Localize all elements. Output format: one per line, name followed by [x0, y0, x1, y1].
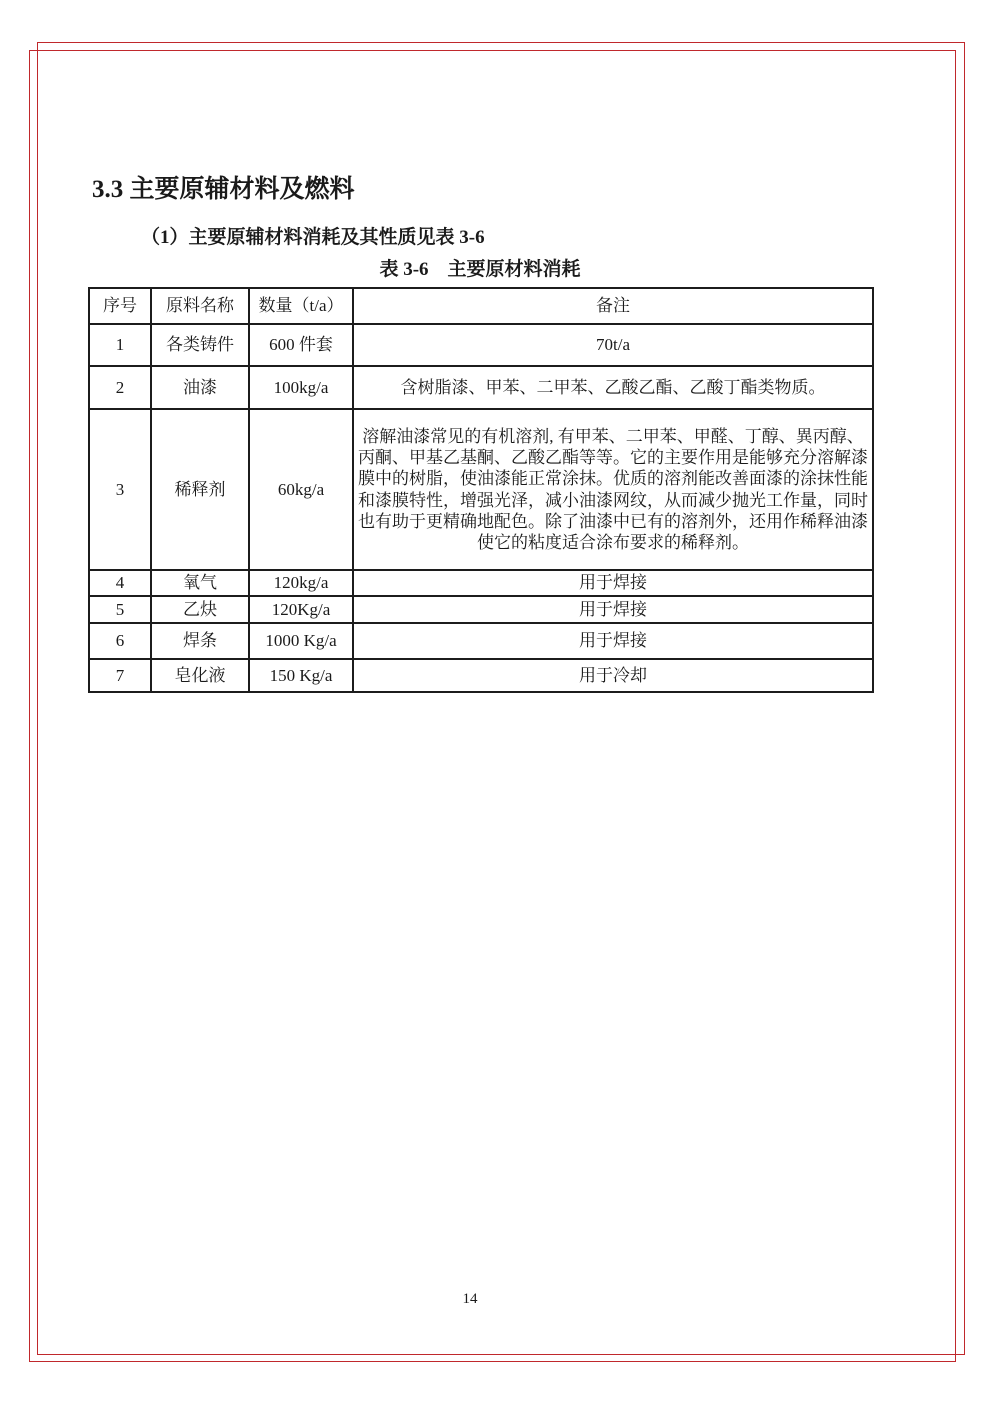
col-header-qty: 数量（t/a）: [249, 288, 353, 324]
cell-no: 3: [89, 409, 151, 570]
cell-qty: 120kg/a: [249, 570, 353, 596]
cell-no: 7: [89, 659, 151, 692]
cell-no: 2: [89, 366, 151, 409]
cell-no: 1: [89, 324, 151, 366]
cell-qty: 600 件套: [249, 324, 353, 366]
col-header-name: 原料名称: [151, 288, 249, 324]
cell-remark: 含树脂漆、甲苯、二甲苯、乙酸乙酯、乙酸丁酯类物质。: [353, 366, 873, 409]
cell-no: 5: [89, 596, 151, 623]
table-header-row: [89, 288, 873, 324]
cell-name: 焊条: [151, 623, 249, 659]
table-row: [89, 659, 873, 692]
table-title: 表 3-6 主要原材料消耗: [379, 259, 581, 280]
col-header-remark: 备注: [353, 288, 873, 324]
table-row: [89, 366, 873, 409]
cell-name: 氧气: [151, 570, 249, 596]
cell-name: 稀释剂: [151, 409, 249, 570]
materials-table: [88, 287, 874, 693]
sub-heading: （1）主要原辅材料消耗及其性质见表 3-6: [141, 226, 485, 248]
cell-no: 4: [89, 570, 151, 596]
table-row: [89, 596, 873, 623]
section-heading: 3.3 主要原辅材料及燃料: [92, 175, 355, 203]
page-number: 14: [462, 1291, 478, 1307]
table-row: [89, 570, 873, 596]
cell-qty: 120Kg/a: [249, 596, 353, 623]
cell-no: 6: [89, 623, 151, 659]
table-row: [89, 623, 873, 659]
cell-name: 油漆: [151, 366, 249, 409]
table-row: [89, 409, 873, 570]
cell-name: 乙炔: [151, 596, 249, 623]
cell-qty: 100kg/a: [249, 366, 353, 409]
cell-remark: 用于焊接: [353, 570, 873, 596]
cell-remark: 70t/a: [353, 324, 873, 366]
cell-qty: 60kg/a: [249, 409, 353, 570]
cell-remark: 用于冷却: [353, 659, 873, 692]
table-row: [89, 324, 873, 366]
cell-qty: 150 Kg/a: [249, 659, 353, 692]
cell-name: 各类铸件: [151, 324, 249, 366]
cell-remark: 溶解油漆常见的有机溶剂, 有甲苯、二甲苯、甲醛、丁醇、異丙醇、丙酮、甲基乙基酮、乙酸乙酯等等。它的主要作用是能够充分溶解漆膜中的树脂，使油漆能正常涂抹。优质的溶剂能改善面漆的涂抹性能和漆膜特性，增强光泽，减小油漆网纹，从而减少抛光工作量，同时也有助于更精确地配色。除了油漆中已有的溶剂外，还用作稀释油漆使它的粘度适合涂布要求的稀释剂。: [353, 409, 873, 570]
cell-remark: 用于焊接: [353, 623, 873, 659]
col-header-no: 序号: [89, 288, 151, 324]
cell-name: 皂化液: [151, 659, 249, 692]
cell-remark: 用于焊接: [353, 596, 873, 623]
cell-qty: 1000 Kg/a: [249, 623, 353, 659]
